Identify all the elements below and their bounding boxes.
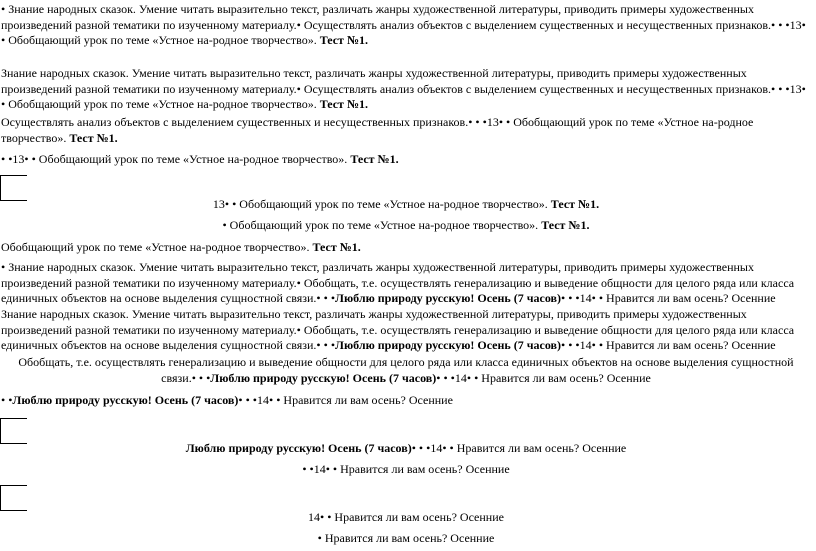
paragraph-bold: Тест №1. [541, 218, 590, 232]
paragraph-12 [1, 441, 811, 457]
paragraph-bold: Люблю природу русскую! Осень (7 часов) [335, 291, 562, 305]
paragraph-text: 14• • Нравится ли вам осень? Осенние [308, 510, 504, 524]
paragraph-bold: Люблю природу русскую! Осень (7 часов) [185, 441, 412, 455]
paragraph-text: • •13• • Обобщающий урок по теме «Устное на-родное творчество». [1, 152, 348, 166]
paragraph-bold: Тест №1. [312, 240, 361, 254]
table-cell-fragment [0, 485, 27, 511]
paragraph-3 [1, 115, 811, 146]
paragraph-bold: Тест №1. [69, 130, 118, 145]
paragraph-text: Знание народных сказок. Умение читать выразительно текст, различать жанры художественной литературы, приводить примеры художественных произведений разной тематики по изученному материалу.• Обобщать, т.е. осуществлять генерализацию и выведение общности для целого ряда или класса единичных объектов на основе выделения сущностной связи.• • • [1, 307, 795, 352]
paragraph-bold: Люблю природу русскую! Осень (7 часов) [12, 393, 239, 407]
paragraph-text: • • [1, 393, 13, 407]
paragraph-7 [1, 240, 811, 256]
paragraph-text: 13• • Обобщающий урок по теме «Устное на-родное творчество». [212, 197, 548, 211]
paragraph-text: Знание народных сказок. Умение читать выразительно текст, различать жанры художественной литературы, приводить примеры художественных произведений разной тематики по изученному материалу.• Осуществлять анализ объектов с выделением существенных и несущественных признаков.• • •13• • Обобщающий урок по теме «Устное на-родное творчество». [1, 66, 806, 111]
paragraph-4 [1, 152, 811, 168]
paragraph-tail: • • •14• • Нравится ли вам осень? Осенние [561, 338, 776, 352]
paragraph-6 [1, 218, 811, 234]
paragraph-text: • Знание народных сказок. Умение читать выразительно текст, различать жанры художественной литературы, приводить примеры художественных произведений разной тематики по изученному материалу.• Обобщать, т.е. осуществлять генерализацию и выведение общности для целого ряда или класса единичных объектов на основе выделения сущностной связи.• • • [1, 260, 795, 305]
paragraph-bold: Люблю природу русскую! Осень (7 часов) [210, 370, 437, 385]
paragraph-bold: Тест №1. [550, 197, 600, 211]
paragraph-text: • Знание народных сказок. Умение читать выразительно текст, различать жанры художественной литературы, приводить примеры художественных произведений разной тематики по изученному материалу.• Осуществлять анализ объектов с выделением существенных и несущественных признаков.• • •13• • Обобщающий урок по теме «Устное на-родное творчество». [1, 2, 806, 47]
paragraph-text: Обобщающий урок по теме «Устное на-родное творчество». [1, 240, 310, 254]
paragraph-text: • Обобщающий урок по теме «Устное на-родное творчество». [222, 218, 539, 232]
paragraph-9 [1, 307, 811, 354]
paragraph-13 [1, 462, 811, 478]
paragraph-tail: • • •14• • Нравится ли вам осень? Осенние [411, 441, 627, 455]
paragraph-tail: • • •14• • Нравится ли вам осень? Осенние [436, 370, 651, 385]
paragraph-2 [1, 66, 811, 113]
paragraph-10 [1, 355, 811, 386]
paragraph-5 [1, 197, 811, 213]
paragraph-bold: Тест №1. [319, 97, 369, 111]
paragraph-bold: Тест №1. [350, 152, 399, 166]
paragraph-tail: • • •14• • Нравится ли вам осень? Осенние [561, 291, 776, 305]
paragraph-8 [1, 260, 811, 307]
paragraph-bold: Люблю природу русскую! Осень (7 часов) [335, 338, 562, 352]
paragraph-15 [1, 531, 811, 547]
paragraph-tail: • • •14• • Нравится ли вам осень? Осенние [238, 393, 453, 407]
paragraph-1 [1, 2, 811, 49]
paragraph-text: Обобщать, т.е. осуществлять генерализацию и выведение общности для целого ряда или класса единичных объектов на основе выделения сущностной связи.• • • [18, 355, 794, 385]
paragraph-text: • Нравится ли вам осень? Осенние [317, 531, 495, 545]
paragraph-11 [1, 393, 811, 409]
paragraph-14 [1, 510, 811, 526]
paragraph-bold: Тест №1. [319, 33, 369, 47]
paragraph-text: Осуществлять анализ объектов с выделением существенных и несущественных признаков.• • •13• • Обобщающий урок по теме «Устное на-родное творчество». [1, 115, 754, 145]
paragraph-text: • •14• • Нравится ли вам осень? Осенние [302, 462, 510, 476]
